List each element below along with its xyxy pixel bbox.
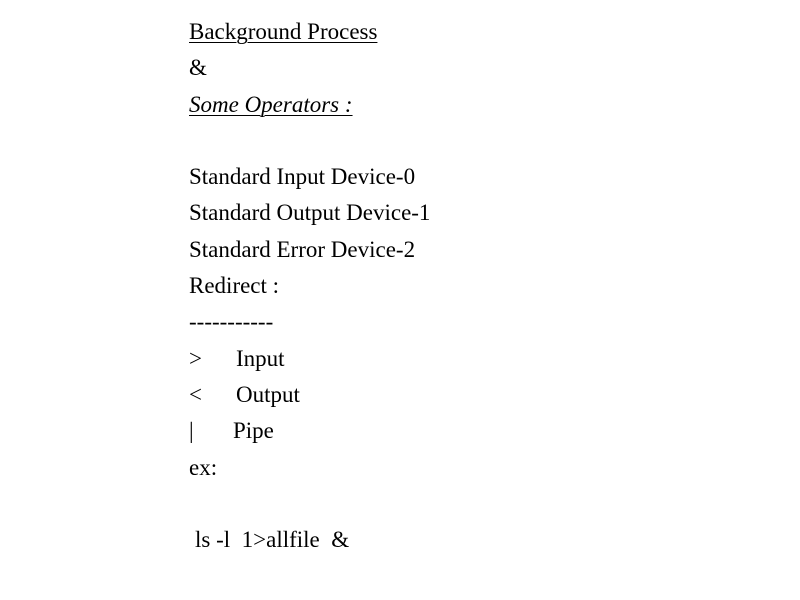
device-line-input: Standard Input Device-0 bbox=[189, 164, 416, 190]
blank-line bbox=[189, 123, 749, 159]
operator-label: Input bbox=[236, 345, 285, 371]
operator-symbol: | bbox=[189, 418, 194, 444]
operator-symbol: > bbox=[189, 345, 202, 371]
operator-row-output bbox=[189, 377, 749, 413]
redirect-label: Redirect : bbox=[189, 273, 280, 299]
example-label: ex: bbox=[189, 454, 218, 480]
device-line-error: Standard Error Device-2 bbox=[189, 236, 416, 262]
operator-row-input bbox=[189, 341, 749, 377]
separator-line: ----------- bbox=[189, 309, 274, 335]
device-line-output: Standard Output Device-1 bbox=[189, 200, 431, 226]
blank-line bbox=[189, 486, 749, 522]
operator-symbol: < bbox=[189, 381, 202, 407]
operator-label: Pipe bbox=[233, 418, 274, 444]
operator-label: Output bbox=[236, 381, 300, 407]
example-command: ls -l 1>allfile & bbox=[195, 527, 350, 553]
document-title: Background Process bbox=[189, 19, 378, 44]
operator-row-pipe bbox=[189, 413, 749, 449]
document-body bbox=[189, 14, 749, 558]
ampersand-line: & bbox=[189, 55, 207, 81]
document-subtitle: Some Operators : bbox=[189, 91, 353, 117]
